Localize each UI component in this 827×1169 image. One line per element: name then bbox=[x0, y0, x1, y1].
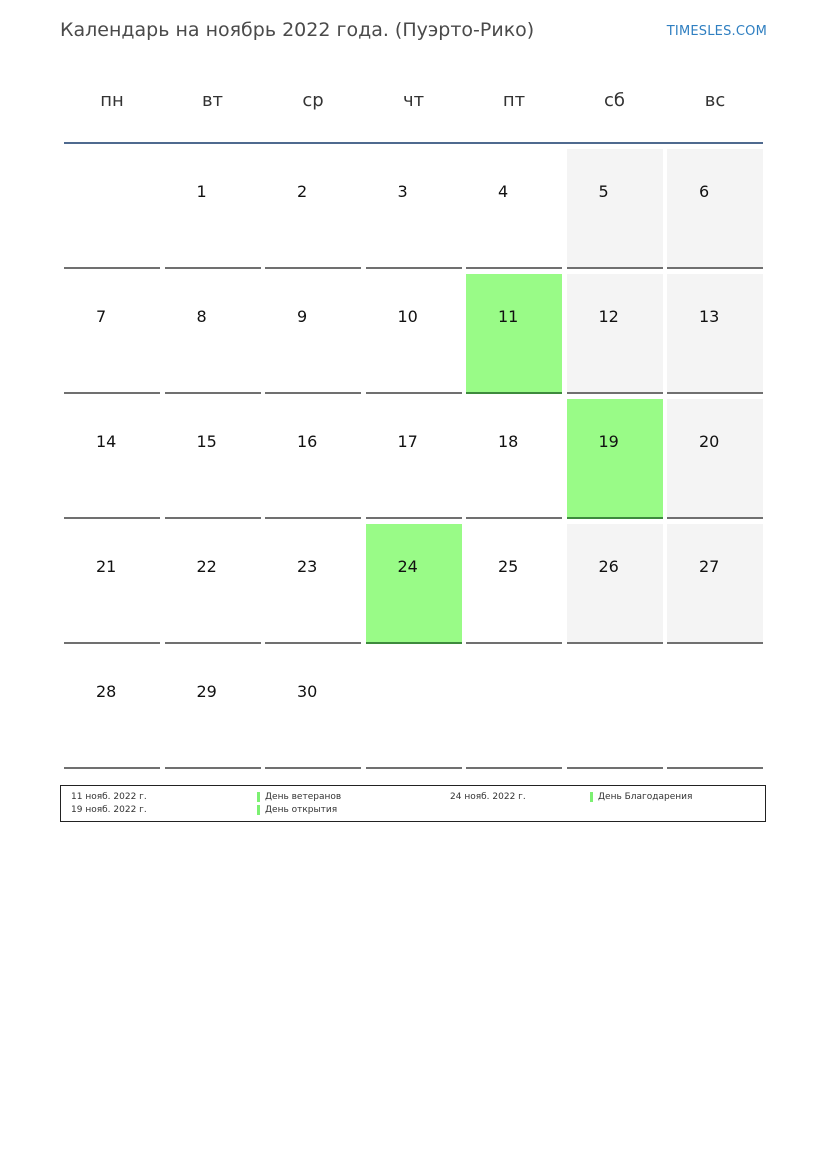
day-number: 27 bbox=[699, 557, 720, 576]
day-number: 7 bbox=[96, 307, 107, 326]
legend-marker bbox=[257, 805, 260, 815]
legend-holiday-name: День открытия bbox=[265, 805, 338, 815]
calendar-day-cell bbox=[466, 149, 562, 269]
calendar-day-cell bbox=[667, 649, 763, 769]
calendar-day-cell bbox=[466, 399, 562, 519]
day-number: 10 bbox=[397, 307, 418, 326]
calendar-day-cell bbox=[64, 274, 160, 394]
legend-holiday-name: День Благодарения bbox=[598, 792, 693, 802]
calendar-day-cell bbox=[567, 149, 663, 269]
day-number: 12 bbox=[598, 307, 619, 326]
day-number: 3 bbox=[397, 182, 408, 201]
calendar-day-cell bbox=[265, 649, 361, 769]
weekday-tue: вт bbox=[201, 90, 224, 111]
weekday-sat: сб bbox=[604, 90, 625, 111]
weekday-mon: пн bbox=[100, 90, 124, 111]
calendar-day-cell bbox=[366, 399, 462, 519]
calendar-day-cell bbox=[64, 399, 160, 519]
calendar-day-cell bbox=[64, 649, 160, 769]
day-number: 4 bbox=[498, 182, 509, 201]
calendar-day-cell bbox=[667, 399, 763, 519]
calendar-day-cell bbox=[466, 274, 562, 394]
day-number: 24 bbox=[397, 557, 418, 576]
day-number: 14 bbox=[96, 432, 117, 451]
weekday-thu: чт bbox=[402, 90, 425, 111]
calendar-day-cell bbox=[165, 274, 261, 394]
day-number: 28 bbox=[96, 682, 117, 701]
day-number: 2 bbox=[297, 182, 308, 201]
day-number: 29 bbox=[196, 682, 217, 701]
day-number: 25 bbox=[498, 557, 519, 576]
brand-link[interactable]: TIMESLES.COM bbox=[666, 24, 767, 39]
weekday-fri: пт bbox=[502, 90, 526, 111]
day-number: 20 bbox=[699, 432, 720, 451]
day-number: 9 bbox=[297, 307, 308, 326]
day-number: 21 bbox=[96, 557, 117, 576]
legend-marker bbox=[257, 792, 260, 802]
calendar-day-cell bbox=[667, 274, 763, 394]
calendar-day-cell bbox=[64, 524, 160, 644]
holiday-legend bbox=[60, 785, 766, 822]
day-number: 8 bbox=[196, 307, 207, 326]
calendar-day-cell bbox=[366, 524, 462, 644]
calendar-day-cell bbox=[265, 399, 361, 519]
legend-date: 11 нояб. 2022 г. bbox=[71, 792, 147, 802]
calendar-day-cell bbox=[667, 149, 763, 269]
day-number: 30 bbox=[297, 682, 318, 701]
calendar-day-cell bbox=[366, 274, 462, 394]
calendar-day-cell bbox=[567, 274, 663, 394]
day-number: 23 bbox=[297, 557, 318, 576]
day-number: 1 bbox=[196, 182, 207, 201]
page-title: Календарь на ноябрь 2022 года. (Пуэрто-Рико) bbox=[60, 19, 535, 41]
calendar-day-cell bbox=[466, 524, 562, 644]
weekday-header-row bbox=[64, 90, 763, 120]
day-number: 13 bbox=[699, 307, 720, 326]
calendar-day-cell bbox=[567, 524, 663, 644]
calendar-day-cell bbox=[265, 149, 361, 269]
day-number: 19 bbox=[598, 432, 619, 451]
legend-date: 19 нояб. 2022 г. bbox=[71, 805, 147, 815]
calendar-day-cell bbox=[265, 524, 361, 644]
calendar-day-cell bbox=[667, 524, 763, 644]
day-number: 15 bbox=[196, 432, 217, 451]
day-number: 5 bbox=[598, 182, 609, 201]
day-number: 22 bbox=[196, 557, 217, 576]
calendar-day-cell bbox=[567, 649, 663, 769]
calendar-day-cell bbox=[165, 649, 261, 769]
calendar-day-cell bbox=[366, 149, 462, 269]
calendar-day-cell bbox=[265, 274, 361, 394]
day-number: 26 bbox=[598, 557, 619, 576]
calendar-day-cell bbox=[165, 524, 261, 644]
calendar-day-cell bbox=[466, 649, 562, 769]
legend-holiday-name: День ветеранов bbox=[265, 792, 342, 802]
day-number: 18 bbox=[498, 432, 519, 451]
legend-marker bbox=[590, 792, 593, 802]
weekday-sun: вс bbox=[704, 90, 726, 111]
calendar-day-cell bbox=[366, 649, 462, 769]
day-number: 17 bbox=[397, 432, 418, 451]
calendar-day-cell bbox=[165, 149, 261, 269]
calendar-day-cell bbox=[64, 149, 160, 269]
calendar-day-cell bbox=[165, 399, 261, 519]
weekday-wed: ср bbox=[302, 90, 324, 111]
day-number: 11 bbox=[498, 307, 519, 326]
calendar-day-cell bbox=[567, 399, 663, 519]
header-divider bbox=[64, 142, 763, 144]
legend-date: 24 нояб. 2022 г. bbox=[450, 792, 526, 802]
day-number: 6 bbox=[699, 182, 710, 201]
day-number: 16 bbox=[297, 432, 318, 451]
